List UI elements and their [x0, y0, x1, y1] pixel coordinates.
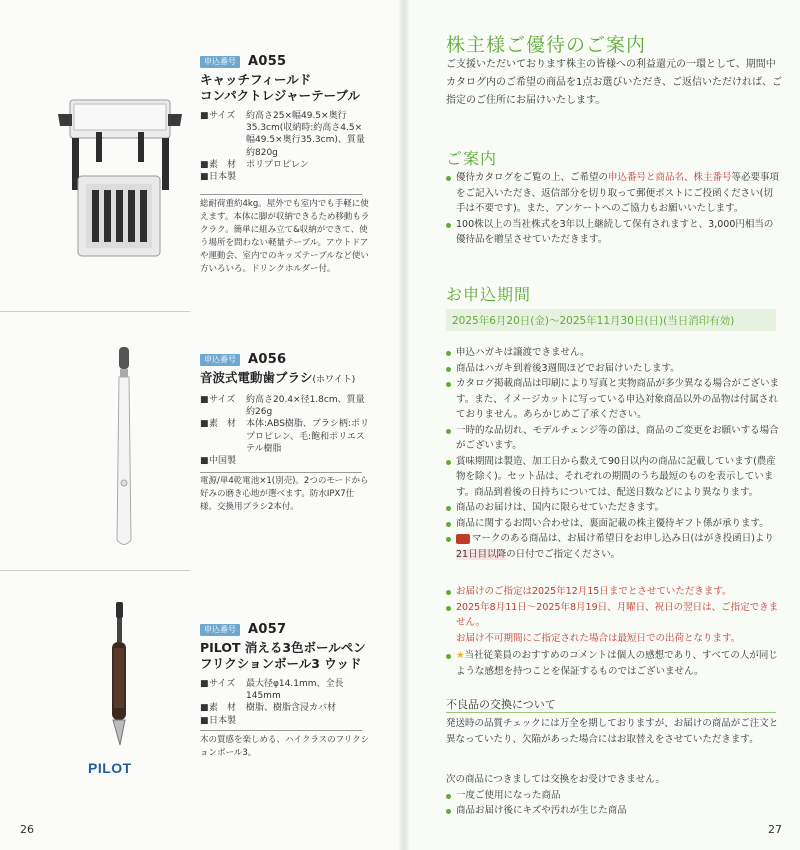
toothbrush-photo [105, 345, 145, 555]
pen-photo [100, 600, 140, 750]
list-item: 商品お届け後にキズや汚れが生じた商品 [446, 803, 782, 819]
application-number-badge: 申込番号 [200, 56, 240, 68]
list-item: 賞味期間は製造、加工日から数えて90日以内の商品に記載しています(農産物を除く)。セット品は、それぞれの期間のうち最短のものを表示しています。商品到着後の日持ちについては、配送日数などにより異なります。 [446, 454, 782, 501]
pilot-logo: PILOT [88, 760, 132, 776]
product-code: A056 [248, 352, 287, 367]
delivery-note-sub: お届け不可期間にご指定された場合は最短日での出荷となります。 [456, 632, 741, 644]
page-number: 26 [20, 823, 34, 836]
no-exchange-list: 次の商品につきましては交換をお受けできません。 一度ご使用になった商品 商品お届け後にキズや汚れが生じた商品 [446, 772, 782, 819]
product-code: A057 [248, 622, 287, 637]
application-number-badge: 申込番号 [200, 624, 240, 636]
star-note [446, 648, 782, 679]
period-notes [446, 345, 782, 562]
section-separator [0, 570, 190, 571]
product-title: 音波式電動歯ブラシ(ホワイト) [200, 370, 356, 385]
right-page [404, 0, 800, 850]
truck-icon [456, 534, 470, 544]
list-item: カタログ掲載商品は印刷により写真と実物商品が多少異なる場合がございます。また、イメージカットに写っている申込対象商品以外の品物は付属されておりません。あらかじめご了承ください。 [446, 376, 782, 423]
application-number-badge: 申込番号 [200, 354, 240, 366]
product-description: 総耐荷重約4kg。屋外でも室内でも手軽に使えます。本体に脚が収納できるため移動もラクラク。簡単に組み立て&収納ができて、使う場所を問わない軽量テーブル。アウトドアや運動会、室内でのキッズテーブルなど使い方いろいろ。ドリンクホルダー付。 [200, 199, 370, 274]
defect-text: 発送時の品質チェックには万全を期しておりますが、お届けの商品がご注文と異なっていたり、欠陥があった場合にはお取替えをさせていただきます。 [446, 718, 779, 745]
product-description: 電源/単4乾電池×1(別売)。2つのモードから好みの磨き心地が選べます。防水IPX7仕様。交換用ブラシ2本付。 [200, 476, 369, 512]
period-heading: お申込期間 [446, 285, 532, 304]
star-icon: ★ [456, 650, 465, 661]
guide-list [446, 170, 782, 248]
list-item: マークのある商品は、お届け希望日をお申し込み日(はがき投函日)より21日目以降の日付でご指定ください。 [446, 531, 782, 562]
list-item: 商品に関するお問い合わせは、裏面記載の株主優待ギフト係が承ります。 [446, 516, 782, 532]
section-separator [0, 311, 190, 312]
application-period: 2025年6月20日(金)～2025年11月30日(日)(当日消印有効) [446, 309, 776, 331]
list-item: 申込ハガキは譲渡できません。 [446, 345, 782, 361]
product-title: キャッチフィールド コンパクトレジャーテーブル [200, 72, 360, 103]
divider [200, 472, 362, 473]
guide-heading: ご案内 [446, 149, 498, 168]
divider [446, 712, 776, 713]
product-title: PILOT 消える3色ボールペン フリクションボール3 ウッド [200, 640, 366, 671]
product-a055-info [200, 54, 370, 183]
list-item: 商品のお届けは、国内に限らせていただきます。 [446, 500, 782, 516]
page-title: 株主様ご優待のご案内 [446, 34, 647, 56]
table-photo [40, 80, 200, 305]
product-specs: ■ サイズ 約高さ25×幅49.5×奥行35.3cm(収納時:約高さ4.5×幅49.5×奥行35.3cm)、質量約820g ■ 素 材 ポリプロピレン ■ 日本製 [200, 111, 365, 183]
list-item: ★当社従業員のおすすめのコメントは個人の感想であり、すべての人が同じような感想を持つことを保証するものではございません。 [446, 648, 782, 679]
divider [200, 730, 362, 731]
product-specs: ■ サイズ 最大径φ14.1mm、全長145mm ■ 素 材 樹脂、樹脂含浸カバ材 ■ 日本製 [200, 679, 344, 726]
product-a056-info [200, 352, 370, 467]
list-item: 一時的な品切れ、モデルチェンジ等の節は、商品のご変更をお願いする場合がございます。 [446, 423, 782, 454]
divider [200, 194, 362, 195]
defect-heading: 不良品の交換について [446, 698, 556, 711]
product-description: 木の質感を楽しめる、ハイクラスのフリクションボール3。 [200, 735, 370, 758]
product-specs: ■ サイズ 約高さ20.4×径1.8cm、質量約26g ■ 素 材 本体:ABS樹脂、ブラシ柄:ポリプロピレン、毛:飽和ポリエステル樹脂 ■ 中国製 [200, 395, 369, 467]
page-number: 27 [768, 823, 782, 836]
list-item: 商品はハガキ到着後3週間ほどでお届けいたします。 [446, 361, 782, 377]
delivery-date-notes [446, 584, 782, 646]
product-code: A055 [248, 54, 287, 69]
list-item: 2025年8月11日～2025年8月19日、月曜日、祝日の翌日は、ご指定できません。 [446, 600, 782, 631]
list-item: お届けのご指定は2025年12月15日までとさせていただきます。 [446, 584, 782, 600]
product-a057-info [200, 622, 370, 727]
list-item: 一度ご使用になった商品 [446, 788, 782, 804]
list-item: 100株以上の当社株式を3年以上継続して保有されますと、3,000円相当の優待品を贈呈させていただきます。 [446, 217, 782, 248]
intro-text: ご支援いただいております株主の皆様への利益還元の一環として、期間中カタログ内のご希望の商品を1点お選びいただき、ご返信いただければ、ご指定のご住所にお届けいたします。 [446, 59, 782, 106]
list-item: 優待カタログをご覧の上、ご希望の申込番号と商品名、株主番号等必要事項をご記入いただき、返信部分を切り取って郵便ポストにご投函ください(切手は不要です)。また、アンケートへのご協力もお願いいたします。 [446, 170, 782, 217]
binding-gutter [398, 0, 410, 850]
